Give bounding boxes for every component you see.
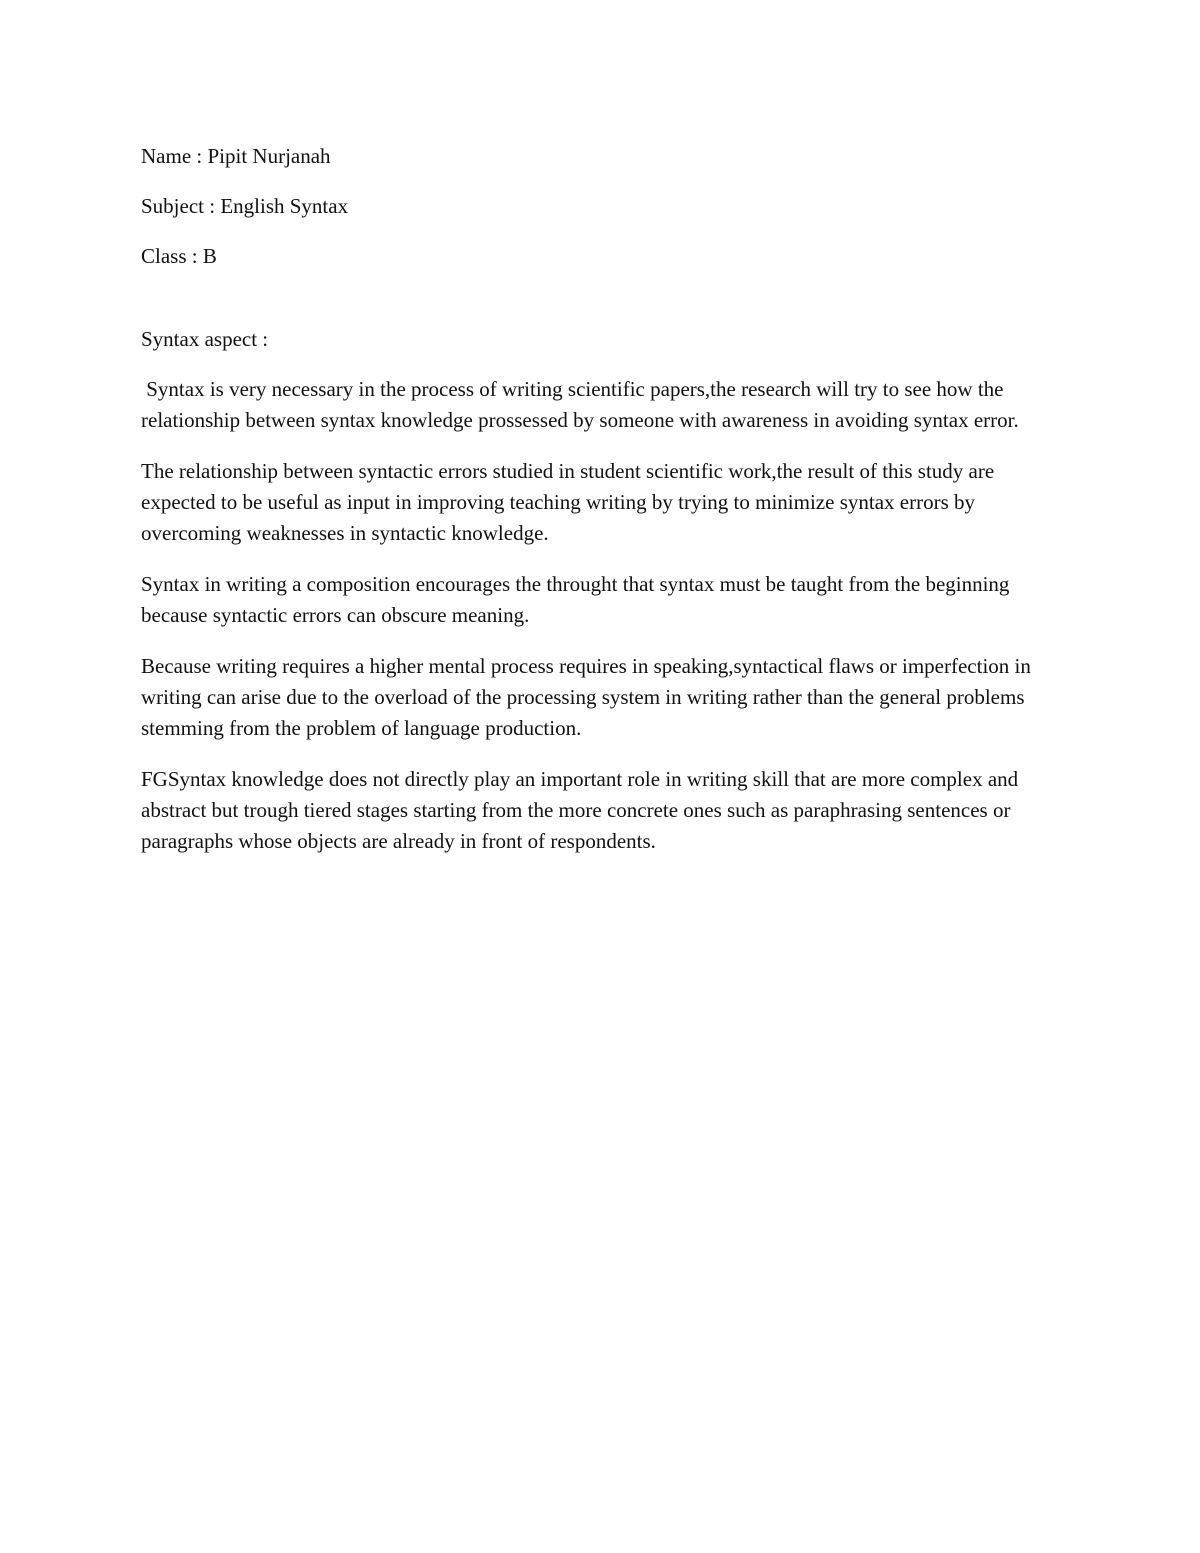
paragraph: The relationship between syntactic errors studied in student scientific work,the result of this study are expected to be useful as input in improving teaching writing by trying to minimize syntax errors by overcoming weaknesses in syntactic knowledge. <box>141 459 1000 545</box>
class-line: Class : B <box>141 244 217 268</box>
paragraph: FGSyntax knowledge does not directly play an important role in writing skill that are more complex and abstract but trough tiered stages starting from the more concrete ones such as paraphrasing sentences or paragraphs whose objects are already in front of respondents. <box>141 767 1024 853</box>
subject-line: Subject : English Syntax <box>141 194 349 218</box>
paragraph: Syntax in writing a composition encourages the throught that syntax must be taught from the beginning because syntactic errors can obscure meaning. <box>141 572 1015 627</box>
paragraph: Syntax is very necessary in the process of writing scientific papers,the research will try to see how the relationship between syntax knowledge prossessed by someone with awareness in avoiding syntax error. <box>141 377 1019 432</box>
spacer <box>141 272 1041 324</box>
header-block <box>141 141 1041 272</box>
name-line: Name : Pipit Nurjanah <box>141 144 331 168</box>
paragraph: Because writing requires a higher mental process requires in speaking,syntactical flaws or imperfection in writing can arise due to the overload of the processing system in writing rather than the general problems stemming from the problem of language production. <box>141 654 1037 740</box>
document-body <box>141 141 1041 877</box>
section-title: Syntax aspect : <box>141 327 269 351</box>
paragraph-list <box>141 374 1041 857</box>
